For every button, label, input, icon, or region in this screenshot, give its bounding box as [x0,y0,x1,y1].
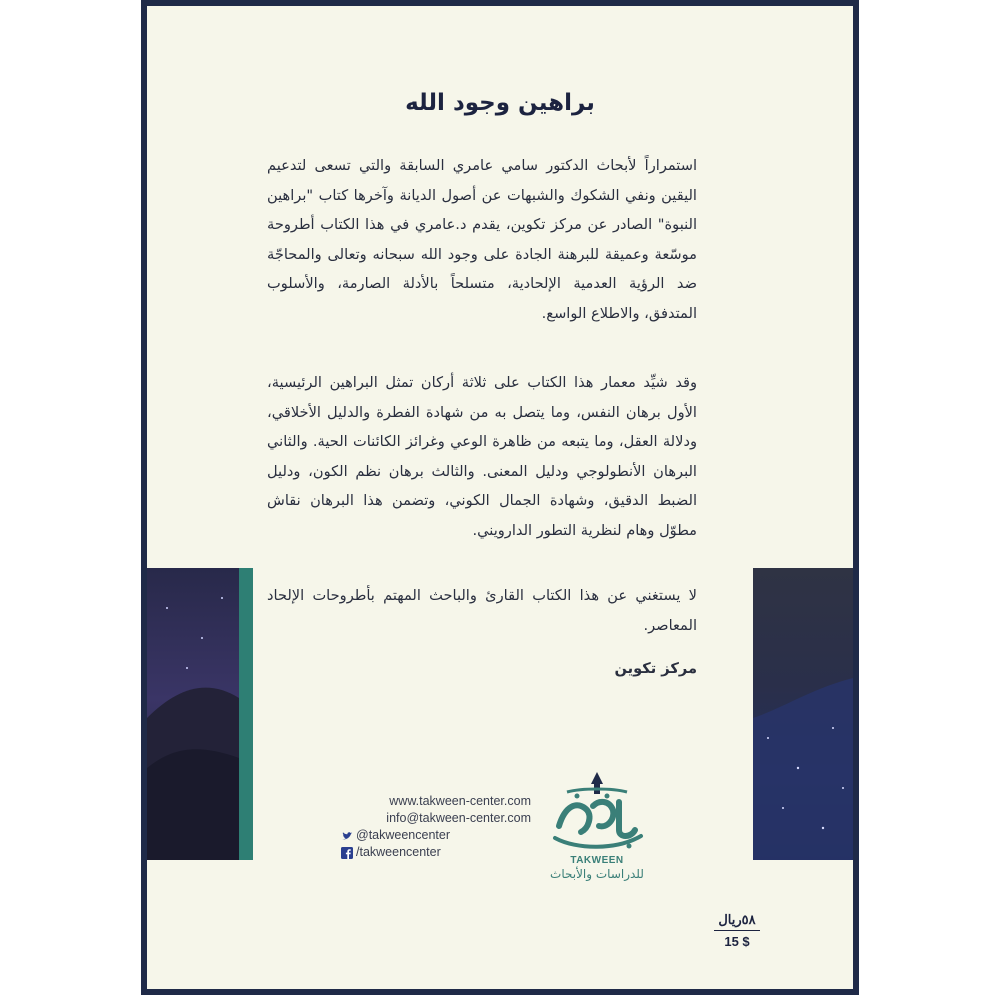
logo-name-en: TAKWEEN [570,855,624,866]
takween-logo [537,766,657,886]
contact-info [341,793,531,861]
facebook-handle[interactable]: /takweencenter [356,845,441,859]
price-tag [714,912,760,949]
description-paragraph-2: وقد شيِّد معمار هذا الكتاب على ثلاثة أركان تمثل البراهين الرئيسية، الأول برهان النفس، وما يتصل به من شهادة الفطرة والدليل الأخلاقي، ودلالة العقل، وما يتبعه من ظاهرة الوعي وغرائز الكائنات الحية. والثاني البرهان الأنطولوجي ودليل المعنى. والثالث برهان نظم الكون، ودليل الضبط الدقيق، وشهادة الجمال الكوني، وتضمن هذا البرهان نقاش مطوّل وهام لنظرية التطور الدارويني. [267,374,697,539]
price-sar: ٥٨ريال [714,912,760,931]
teal-band [239,568,253,860]
email-row [341,810,531,827]
cover-paper [147,6,853,989]
night-sky-art-left [147,568,253,860]
night-sky-art-right [753,568,853,860]
website-link[interactable]: www.takween-center.com [389,794,531,808]
logo-subtitle-ar: للدراسات والأبحاث [550,867,644,881]
twitter-row [341,827,531,844]
twitter-handle[interactable]: @takweencenter [356,828,450,842]
facebook-row [341,844,531,861]
description-paragraph-1: استمراراً لأبحاث الدكتور سامي عامري السابقة والتي تسعى لتدعيم اليقين ونفي الشكوك والشبهات عن أصول الديانة وآخرها كتاب "براهين النبوة" الصادر عن مركز تكوين، يقدم د.عامري في هذا الكتاب أطروحة موسّعة وعميقة للبرهنة الجادة على وجود الله سبحانه وتعالى والمحاجّة ضد الرؤية العدمية الإلحادية، متسلحاً بالأدلة الصارمة، والأسلوب المتدفق، والاطلاع الواسع. [267,157,697,322]
website-row [341,793,531,810]
price-usd: 15 $ [724,934,750,949]
book-back-cover [141,0,859,995]
publisher-signature: مركز تكوين [614,660,697,677]
book-title: براهين وجود الله [405,90,595,116]
email-link[interactable]: info@takween-center.com [386,811,531,825]
twitter-icon [341,830,353,842]
decorative-image-left [147,568,253,860]
takween-calligraphy-mark [537,766,657,856]
facebook-icon [341,847,353,859]
description-paragraph-3: لا يستغني عن هذا الكتاب القارئ والباحث المهتم بأطروحات الإلحاد المعاصر. [267,587,697,634]
decorative-image-right [753,568,853,860]
